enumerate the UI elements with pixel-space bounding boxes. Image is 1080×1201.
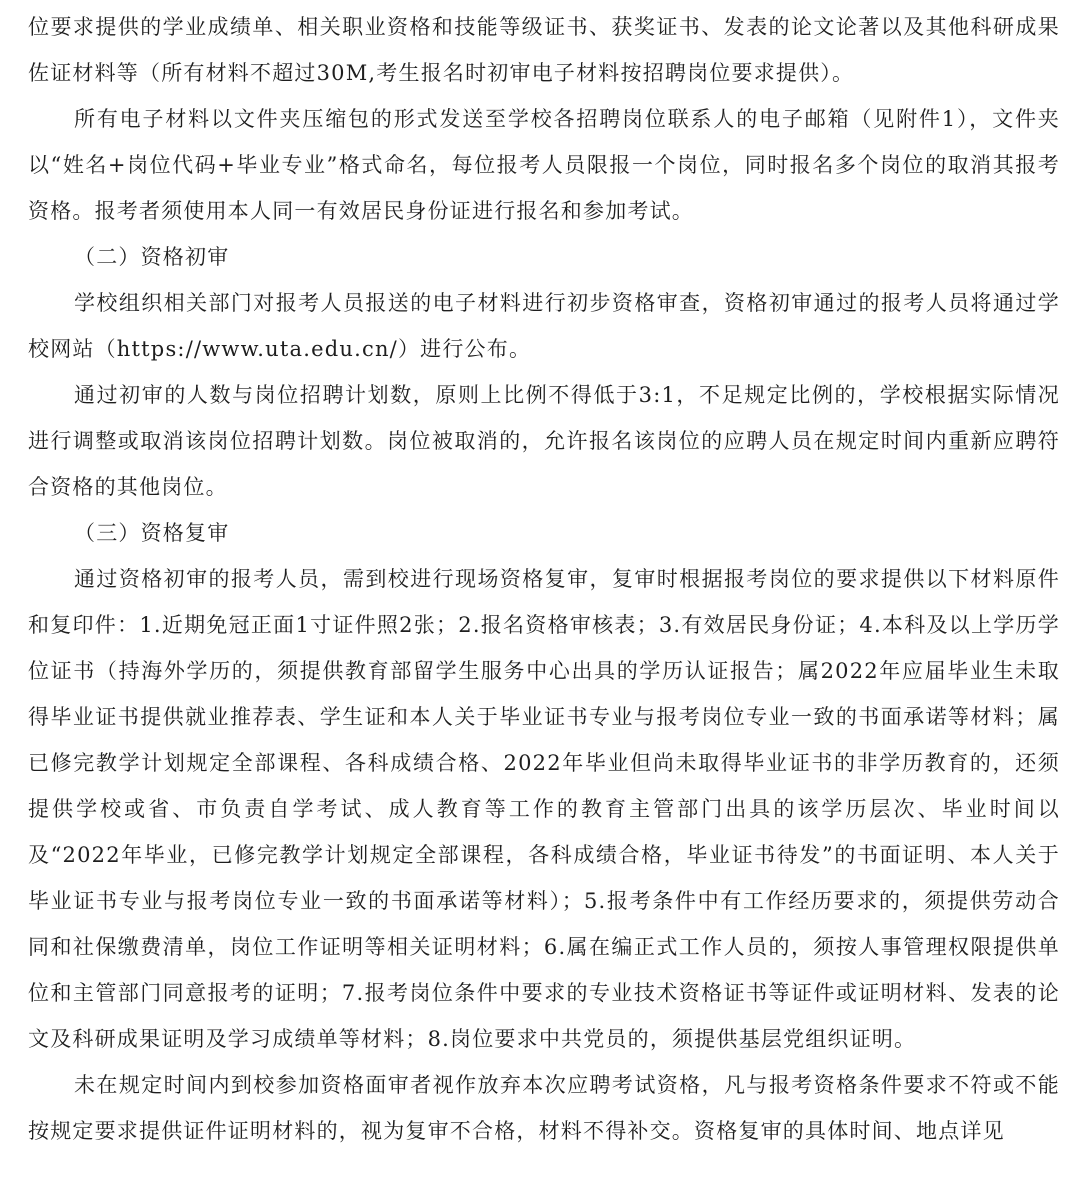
paragraph-materials-continued: 位要求提供的学业成绩单、相关职业资格和技能等级证书、获奖证书、发表的论文论著以及其他科研成果佐证材料等（所有材料不超过30M,考生报名时初审电子材料按招聘岗位要求提供）。 [28, 15, 1060, 85]
paragraph-absence-rule: 未在规定时间内到校参加资格面审者视作放弃本次应聘考试资格，凡与报考资格条件要求不符或不能按规定要求提供证件证明材料的，视为复审不合格，材料不得补交。资格复审的具体时间、地点详见 [28, 1073, 1060, 1143]
paragraph-electronic-submission: 所有电子材料以文件夹压缩包的形式发送至学校各招聘岗位联系人的电子邮箱（见附件1），文件夹以“姓名+岗位代码+毕业专业”格式命名，每位报考人员限报一个岗位，同时报名多个岗位的取消其报考资格。报考者须使用本人同一有效居民身份证进行报名和参加考试。 [28, 107, 1060, 223]
section-heading-initial-review: （二）资格初审 [74, 245, 230, 269]
paragraph-initial-review: 学校组织相关部门对报考人员报送的电子材料进行初步资格审查，资格初审通过的报考人员将通过学校网站（https://www.uta.edu.cn/）进行公布。 [28, 291, 1060, 361]
paragraph-ratio-rule: 通过初审的人数与岗位招聘计划数，原则上比例不得低于3:1，不足规定比例的，学校根据实际情况进行调整或取消该岗位招聘计划数。岗位被取消的，允许报名该岗位的应聘人员在规定时间内重新应聘符合资格的其他岗位。 [28, 383, 1060, 499]
paragraph-re-review-materials: 通过资格初审的报考人员，需到校进行现场资格复审，复审时根据报考岗位的要求提供以下材料原件和复印件：1.近期免冠正面1寸证件照2张；2.报名资格审核表；3.有效居民身份证；4.本科及以上学历学位证书（持海外学历的，须提供教育部留学生服务中心出具的学历认证报告；属2022年应届毕业生未取得毕业证书提供就业推荐表、学生证和本人关于毕业证书专业与报考岗位专业一致的书面承诺等材料；属已修完教学计划规定全部课程、各科成绩合格、2022年毕业但尚未取得毕业证书的非学历教育的，还须提供学校或省、市负责自学考试、成人教育等工作的教育主管部门出具的该学历层次、毕业时间以及“2022年毕业，已修完教学计划规定全部课程，各科成绩合格，毕业证书待发”的书面证明、本人关于毕业证书专业与报考岗位专业一致的书面承诺等材料）；5.报考条件中有工作经历要求的，须提供劳动合同和社保缴费清单，岗位工作证明等相关证明材料；6.属在编正式工作人员的，须按人事管理权限提供单位和主管部门同意报考的证明；7.报考岗位条件中要求的专业技术资格证书等证件或证明材料、发表的论文及科研成果证明及学习成绩单等材料；8.岗位要求中共党员的，须提供基层党组织证明。 [28, 567, 1060, 1051]
section-heading-re-review: （三）资格复审 [74, 521, 230, 545]
